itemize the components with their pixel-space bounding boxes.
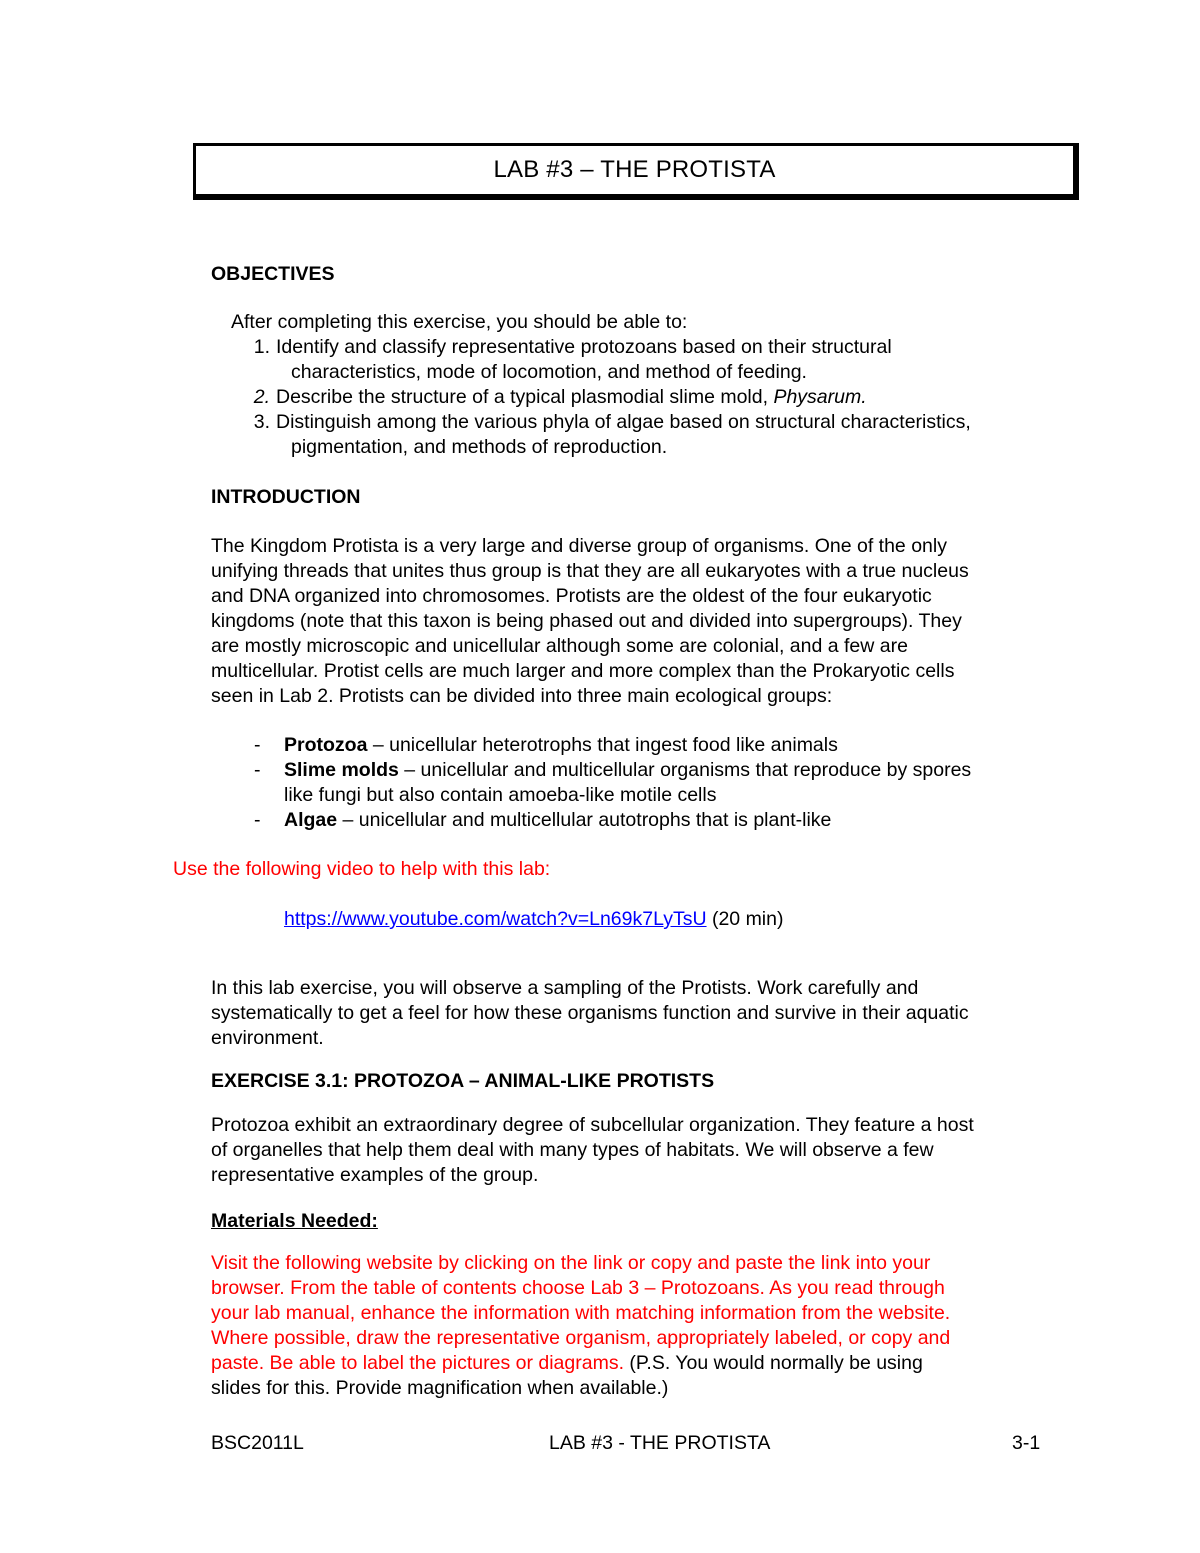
objective-text: Describe the structure of a typical plasmodial slime mold, (276, 386, 774, 408)
exercise-paragraph (211, 1113, 1061, 1188)
objective-text: Identify and classify representative protozoans based on their structural (276, 336, 892, 358)
paragraph-line: systematically to get a feel for how these organisms function and survive in their aquatic (211, 1002, 969, 1024)
footer-page-number: 3-1 (1012, 1432, 1041, 1454)
group-desc: – unicellular and multicellular autotrophs that is plant-like (337, 809, 832, 831)
paragraph-line: browser. From the table of contents choose Lab 3 – Protozoans. As you read through (211, 1277, 945, 1299)
dash-bullet: - (254, 734, 261, 756)
objectives-heading: OBJECTIVES (211, 263, 335, 285)
introduction-heading: INTRODUCTION (211, 486, 361, 508)
exercise-heading: EXERCISE 3.1: PROTOZOA – ANIMAL-LIKE PROTISTS (211, 1070, 715, 1092)
group-desc: – unicellular and multicellular organisms that reproduce by spores (398, 759, 972, 781)
objective-text-cont: pigmentation, and methods of reproduction. (291, 436, 668, 458)
objectives-intro: After completing this exercise, you should be able to: (231, 311, 688, 333)
paragraph-line: slides for this. Provide magnification when available.) (211, 1377, 669, 1399)
group-term: Algae (284, 809, 338, 831)
paragraph-line: kingdoms (note that this taxon is being phased out and divided into supergroups). They (211, 610, 962, 632)
paragraph-line: your lab manual, enhance the information with matching information from the website. (211, 1302, 951, 1324)
group-term: Slime molds (284, 759, 399, 781)
paragraph-line-mixed (211, 1351, 1061, 1376)
materials-paragraph (211, 1251, 1061, 1401)
paragraph-line: are mostly microscopic and unicellular although some are colonial, and a few are (211, 635, 908, 657)
objective-text-cont: characteristics, mode of locomotion, and method of feeding. (291, 361, 807, 383)
video-link[interactable]: https://www.youtube.com/watch?v=Ln69k7LyTsU (284, 908, 707, 930)
objective-italic-term: Physarum. (773, 386, 867, 408)
video-link-line (284, 907, 783, 932)
paragraph-line: The Kingdom Protista is a very large and diverse group of organisms. One of the only (211, 535, 947, 557)
paragraph-line: In this lab exercise, you will observe a sampling of the Protists. Work carefully and (211, 977, 919, 999)
paragraph-line: Protozoa exhibit an extraordinary degree of subcellular organization. They feature a host (211, 1114, 974, 1136)
group-desc-cont: like fungi but also contain amoeba-like motile cells (284, 784, 717, 806)
objective-text: Distinguish among the various phyla of algae based on structural characteristics, (276, 411, 971, 433)
paragraph-line: environment. (211, 1027, 324, 1049)
objective-number: 3. (253, 411, 270, 433)
lab-title: LAB #3 – THE PROTISTA (193, 143, 1079, 200)
materials-heading: Materials Needed: (211, 1210, 378, 1232)
black-text: (P.S. You would normally be using (624, 1352, 923, 1374)
dash-bullet: - (254, 809, 261, 831)
footer-title: LAB #3 - THE PROTISTA (549, 1432, 771, 1454)
video-prompt: Use the following video to help with this lab: (173, 858, 551, 880)
paragraph-line: Visit the following website by clicking on the link or copy and paste the link into your (211, 1252, 931, 1274)
paragraph-line: of organelles that help them deal with many types of habitats. We will observe a few (211, 1139, 934, 1161)
paragraph-line: representative examples of the group. (211, 1164, 539, 1186)
footer-course: BSC2011L (211, 1432, 304, 1454)
paragraph-line: and DNA organized into chromosomes. Protists are the oldest of the four eukaryotic (211, 585, 932, 607)
lab-intro-paragraph (211, 976, 1061, 1051)
group-desc: – unicellular heterotrophs that ingest food like animals (367, 734, 838, 756)
dash-bullet: - (254, 759, 261, 781)
introduction-paragraph (211, 534, 1061, 709)
objective-number: 1. (253, 336, 270, 358)
paragraph-line: unifying threads that unites thus group is that they are all eukaryotes with a true nucleus (211, 560, 969, 582)
objective-number: 2. (253, 386, 270, 408)
video-duration: (20 min) (706, 908, 784, 930)
paragraph-line: Where possible, draw the representative organism, appropriately labeled, or copy and (211, 1327, 951, 1349)
paragraph-line: multicellular. Protist cells are much larger and more complex than the Prokaryotic cells (211, 660, 955, 682)
red-text: paste. Be able to label the pictures or diagrams. (211, 1352, 624, 1374)
paragraph-line: seen in Lab 2. Protists can be divided into three main ecological groups: (211, 685, 833, 707)
group-term: Protozoa (284, 734, 368, 756)
